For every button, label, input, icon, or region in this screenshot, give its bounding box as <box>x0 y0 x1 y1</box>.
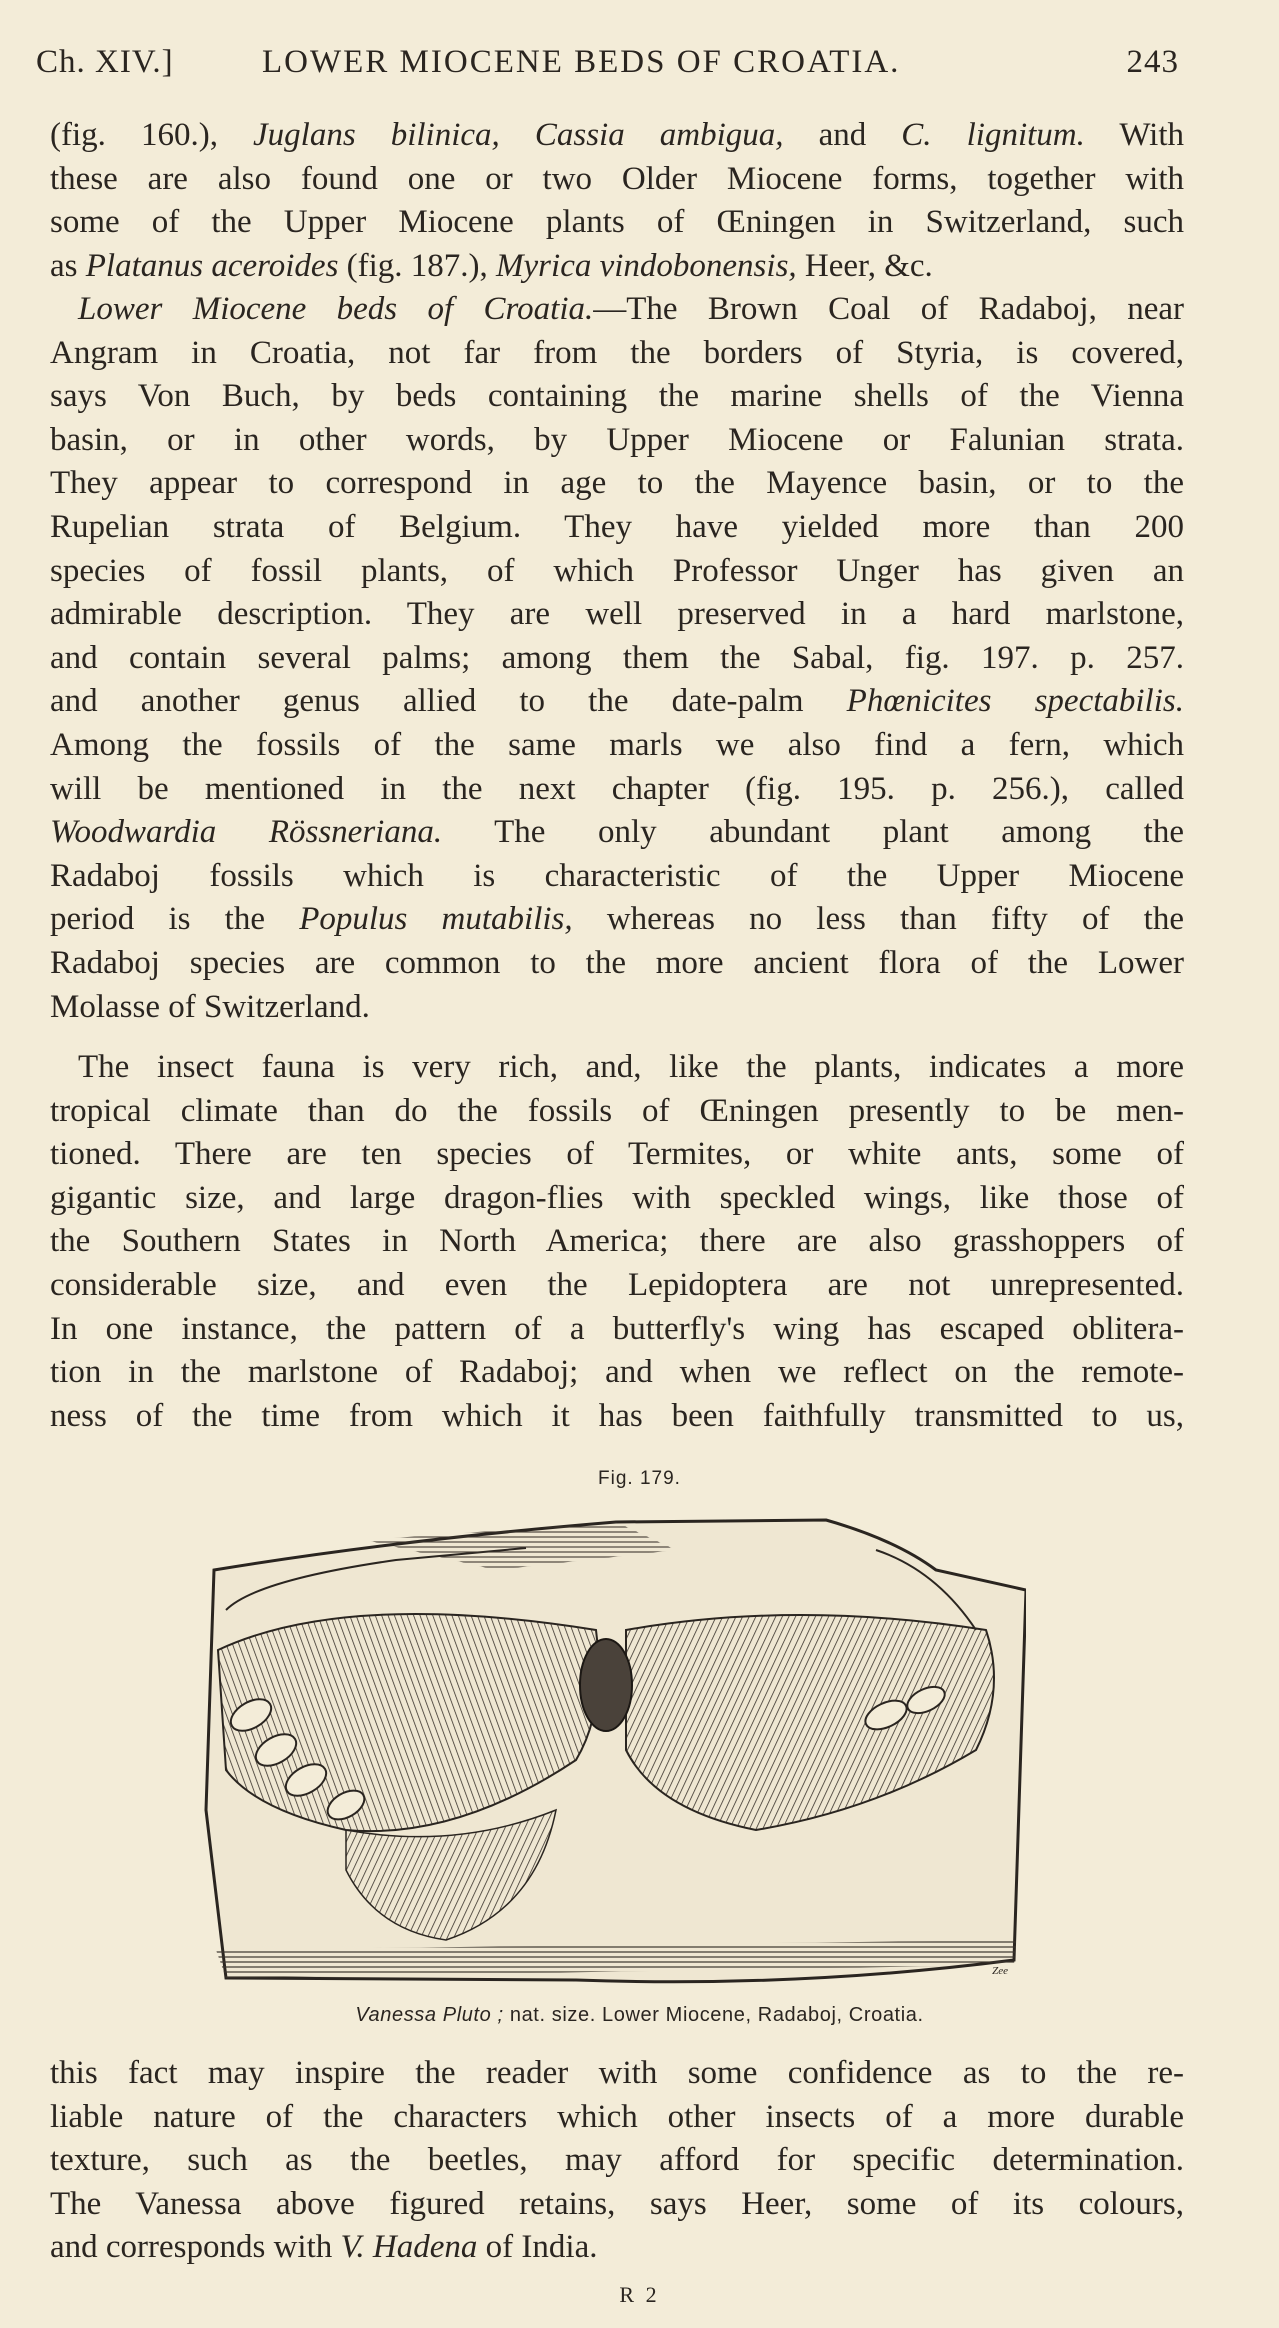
text-line: Woodwardia Rössneriana. The only abundant plant among the <box>50 814 1184 851</box>
paragraph-continuation <box>50 114 1184 288</box>
text-line: Among the fossils of the same marls we also find a fern, which <box>50 726 1184 763</box>
text-line: and contain several palms; among them the Sabal, fig. 197. p. 257. <box>50 639 1184 676</box>
text-line: and another genus allied to the date-palm Phœnicites spectabilis. <box>50 683 1184 720</box>
text-line: species of fossil plants, of which Professor Unger has given an <box>50 552 1184 589</box>
text-line: Angram in Croatia, not far from the borders of Styria, is covered, <box>50 334 1184 371</box>
text-line: says Von Buch, by beds containing the marine shells of the Vienna <box>50 378 1184 415</box>
butterfly-fossil-engraving <box>196 1510 1026 1990</box>
text-line: They appear to correspond in age to the Mayence basin, or to the <box>50 465 1184 502</box>
paragraph-after-figure <box>50 2052 1184 2270</box>
butterfly-body <box>580 1639 632 1731</box>
text-line: and corresponds with V. Hadena of India. <box>50 2229 598 2266</box>
text-line: Lower Miocene beds of Croatia.—The Brown Coal of Radaboj, near <box>78 291 1184 327</box>
engraver-signature: Zee <box>992 1965 1008 1977</box>
text-line: will be mentioned in the next chapter (fig. 195. p. 256.), called <box>50 770 1184 807</box>
text-line: tropical climate than do the fossils of Œningen presently to be men- <box>50 1092 1184 1129</box>
text-line: ness of the time from which it has been faithfully transmitted to us, <box>50 1397 1184 1434</box>
chapter-label: Ch. XIV.] <box>36 44 174 80</box>
running-title: LOWER MIOCENE BEDS OF CROATIA. <box>262 44 901 80</box>
paragraph-insects <box>50 1046 1184 1438</box>
text-line: tion in the marlstone of Radaboj; and when we reflect on the remote- <box>50 1354 1184 1391</box>
text-line: tioned. There are ten species of Termites, or white ants, some of <box>50 1136 1184 1173</box>
text-line: the Southern States in North America; there are also grasshoppers of <box>50 1223 1184 1260</box>
figure-caption: Vanessa Pluto ; nat. size. Lower Miocene, Radaboj, Croatia. <box>355 2004 924 2026</box>
text-line: The Vanessa above figured retains, says Heer, some of its colours, <box>50 2185 1184 2222</box>
text-line: Radaboj fossils which is characteristic of the Upper Miocene <box>50 857 1184 894</box>
paragraph-croatia <box>50 288 1184 1029</box>
text-line: Radaboj species are common to the more ancient flora of the Lower <box>50 944 1184 981</box>
text-line: (fig. 160.), Juglans bilinica, Cassia ambigua, and C. lignitum. With <box>50 117 1184 153</box>
text-line: admirable description. They are well preserved in a hard marlstone, <box>50 596 1184 633</box>
text-line: In one instance, the pattern of a butterfly's wing has escaped oblitera- <box>50 1310 1184 1347</box>
text-line: basin, or in other words, by Upper Miocene or Falunian strata. <box>50 421 1184 458</box>
text-line: as Platanus aceroides (fig. 187.), Myrica vindobonensis, Heer, &c. <box>50 247 933 284</box>
text-line: The insect fauna is very rich, and, like the plants, indicates a more <box>78 1049 1184 1085</box>
text-line: gigantic size, and large dragon-flies with speckled wings, like those of <box>50 1179 1184 1216</box>
text-line: liable nature of the characters which other insects of a more durable <box>50 2098 1184 2135</box>
text-line: Rupelian strata of Belgium. They have yielded more than 200 <box>50 508 1184 545</box>
text-line: these are also found one or two Older Miocene forms, together with <box>50 160 1184 197</box>
text-line: this fact may inspire the reader with some confidence as to the re- <box>50 2055 1184 2091</box>
page-number: 243 <box>1126 44 1179 80</box>
text-line: some of the Upper Miocene plants of Œningen in Switzerland, such <box>50 204 1184 241</box>
section-heading: Lower Miocene beds of Croatia. <box>78 291 594 327</box>
figure-label: Fig. 179. <box>598 1468 681 1489</box>
text-line: Molasse of Switzerland. <box>50 988 370 1025</box>
signature-mark: R 2 <box>619 2282 660 2307</box>
text-line: period is the Populus mutabilis, whereas no less than fifty of the <box>50 901 1184 938</box>
text-line: considerable size, and even the Lepidoptera are not unrepresented. <box>50 1266 1184 1303</box>
text-line: texture, such as the beetles, may afford for specific determination. <box>50 2142 1184 2179</box>
